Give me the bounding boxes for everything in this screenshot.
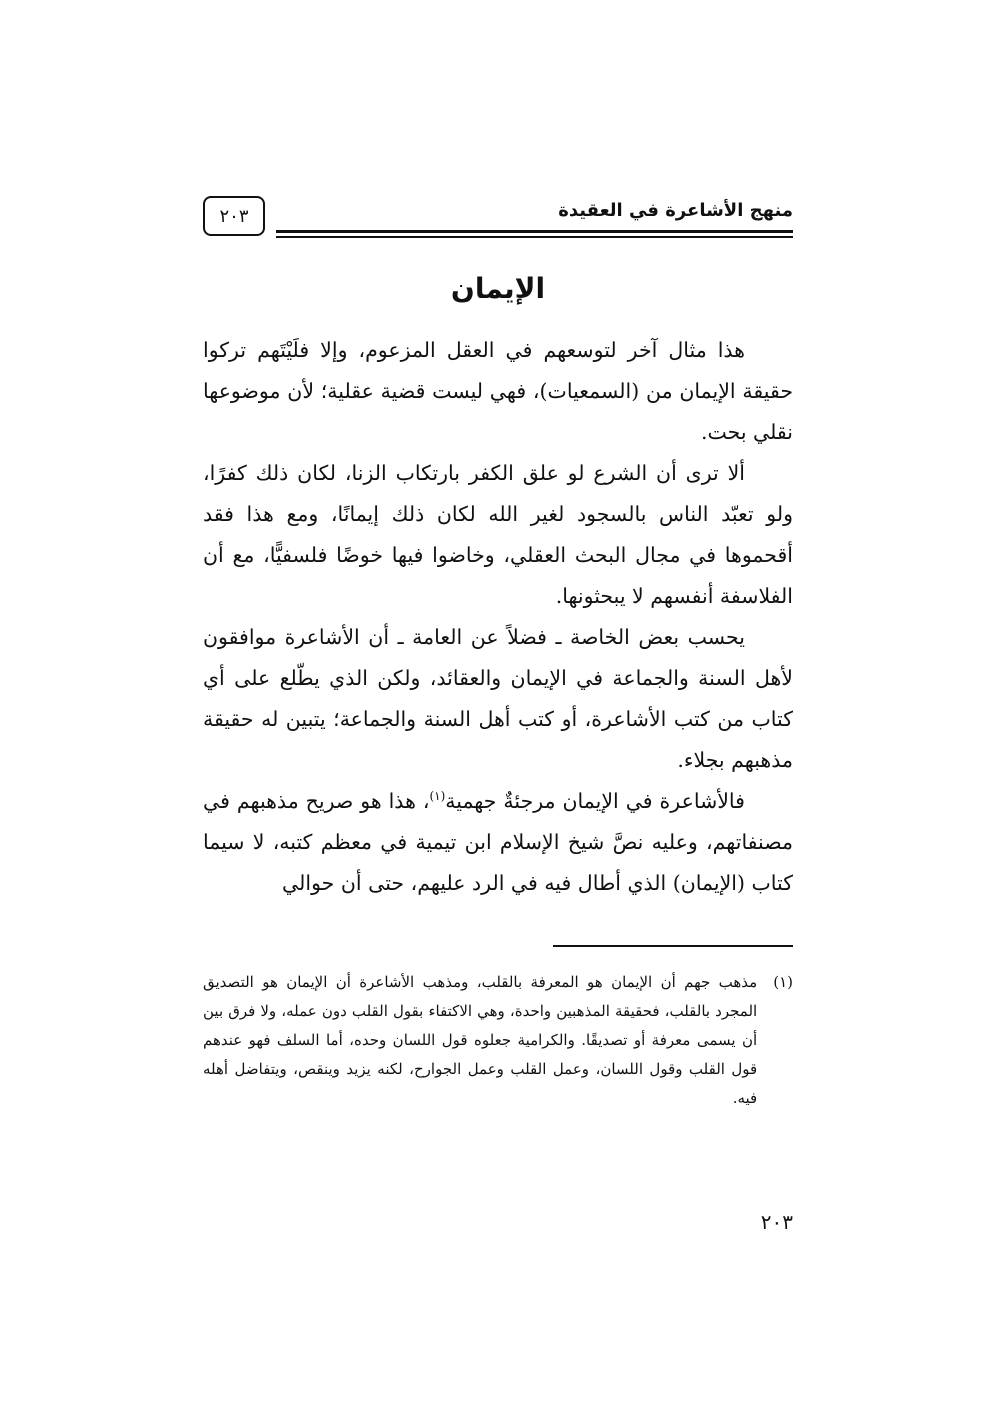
header-rule-thick: [276, 230, 793, 233]
running-title: منهج الأشاعرة في العقيدة: [558, 200, 793, 221]
footnote-text: مذهب جهم أن الإيمان هو المعرفة بالقلب، ومذهب الأشاعرة أن الإيمان هو التصديق المجرد بالقلب، فحقيقة المذهبين واحدة، وهي الاكتفاء بقول القلب دون عمله، ولا فرق بين أن يسمى معرفة أو تصديقًا. والكرامية جعلوه قول اللسان وحده، أما السلف فهو عندهم قول القلب وقول اللسان، وعمل القلب وعمل الجوارح، لكنه يزيد وينقص، ويتفاضل أهله فيه.: [203, 973, 758, 1107]
body-text: [203, 330, 793, 904]
header-rule-thin: [276, 236, 793, 238]
footnote-reference[interactable]: (١): [429, 789, 446, 804]
paragraph-4-rest: ، هذا هو صريح مذهبهم في مصنفاتهم، وعليه نصَّ شيخ الإسلام ابن تيمية في معظم كتبه، لا سيما كتاب (الإيمان) الذي أطال فيه في الرد عليهم، حتى أن حوالي: [203, 789, 793, 895]
footnote: [203, 968, 793, 1113]
paragraph-4-start: فالأشاعرة في الإيمان مرجئةٌ جهمية: [445, 789, 745, 813]
footer-page-number: ٢٠٣: [760, 1210, 793, 1234]
paragraph-1: هذا مثال آخر لتوسعهم في العقل المزعوم، وإلا فلَيْتَهم تركوا حقيقة الإيمان من (السمعيات)، فهي ليست قضية عقلية؛ لأن موضوعها نقلي بحت.: [203, 338, 793, 444]
page-header: [203, 196, 793, 244]
paragraph-3: يحسب بعض الخاصة ـ فضلاً عن العامة ـ أن الأشاعرة موافقون لأهل السنة والجماعة في الإيمان والعقائد، ولكن الذي يطّلع على أي كتاب من كتب الأشاعرة، أو كتب أهل السنة والجماعة؛ يتبين له حقيقة مذهبهم بجلاء.: [203, 625, 793, 772]
header-page-number: ٢٠٣: [203, 196, 265, 236]
footnote-number: (١): [773, 973, 793, 991]
chapter-title: الإيمان: [450, 272, 546, 305]
paragraph-4: [203, 781, 793, 904]
footnote-separator: [553, 945, 793, 947]
paragraph-2: ألا ترى أن الشرع لو علق الكفر بارتكاب الزنا، لكان ذلك كفرًا، ولو تعبّد الناس بالسجود لغير الله لكان ذلك إيمانًا، ومع هذا فقد أقحموها في مجال البحث العقلي، وخاضوا فيها خوضًا فلسفيًّا، مع أن الفلاسفة أنفسهم لا يبحثونها.: [203, 461, 793, 608]
